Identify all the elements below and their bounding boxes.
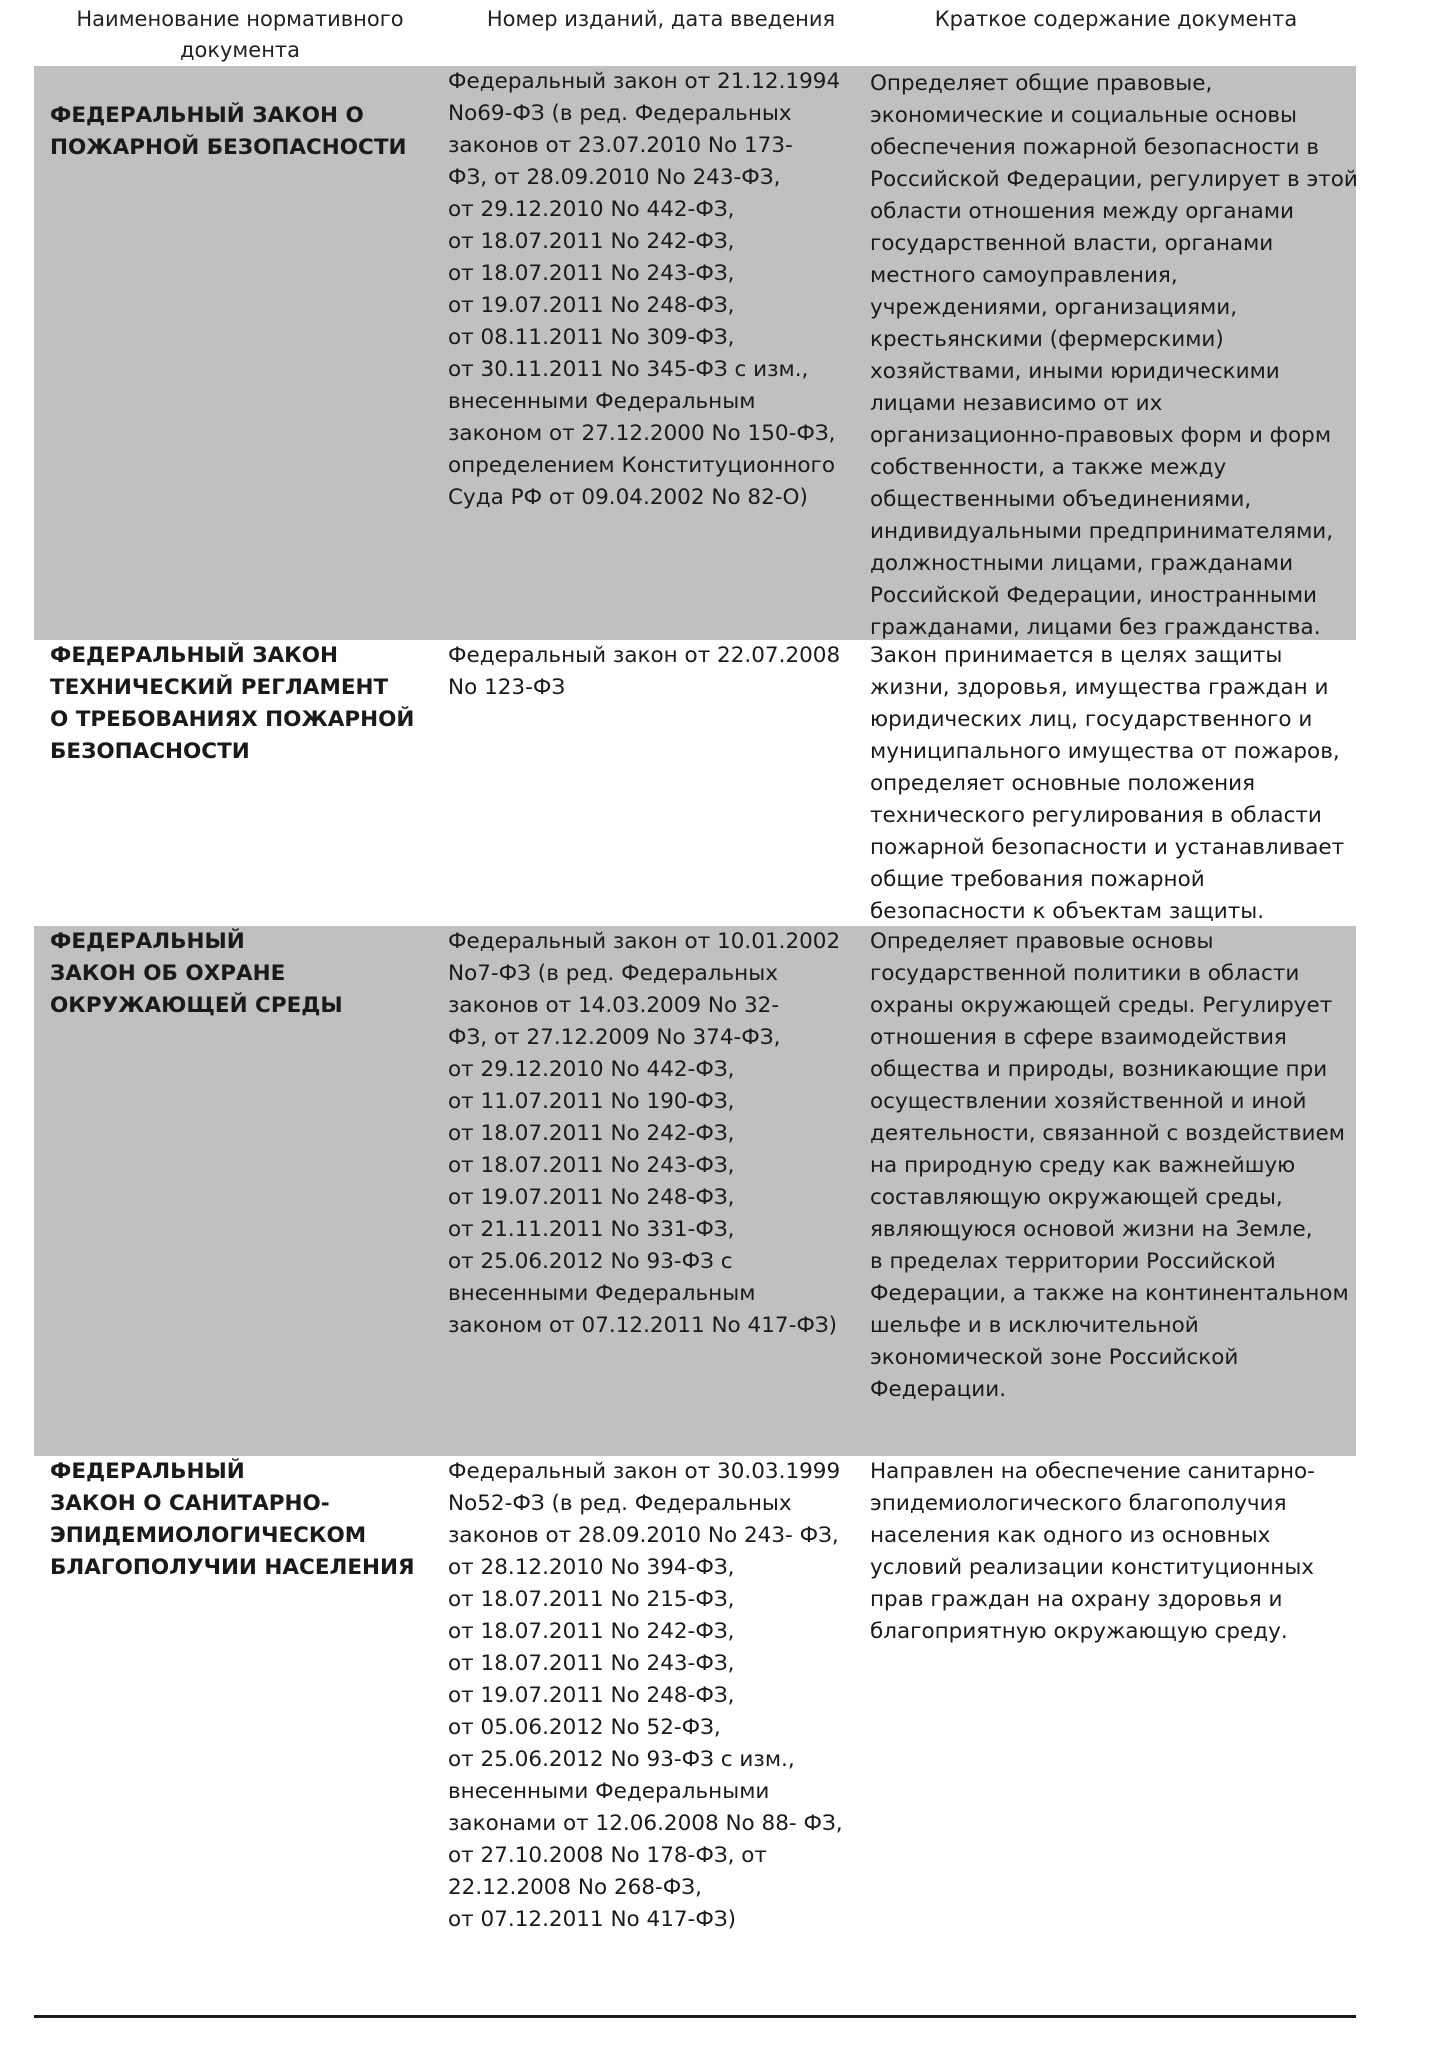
summary-line: учреждениями, организациями, [870,295,1238,320]
header-col-number [446,4,876,35]
table-row [34,1456,1356,2016]
cell-number [448,926,870,1342]
summary-line: условий реализации конституционных [870,1555,1315,1580]
summary-line: на природную среду как важнейшую [870,1153,1296,1178]
summary-line: составляющую окружающей среды, [870,1185,1283,1210]
number-line: от 18.07.2011 No 242-ФЗ, [448,229,735,254]
summary-line: в пределах территории Российской [870,1249,1276,1274]
summary-line: прав граждан на охрану здоровья и [870,1587,1283,1612]
number-line: от 29.12.2010 No 442-ФЗ, [448,1057,735,1082]
summary-line: экономической зоне Российской [870,1345,1239,1370]
number-line: No52-ФЗ (в ред. Федеральных [448,1491,792,1516]
cell-number [448,1456,870,1936]
summary-line: должностными лицами, гражданами [870,551,1294,576]
table-header [34,0,1356,66]
cell-summary [870,1456,1356,1648]
number-line: законов от 28.09.2010 No 243- ФЗ, [448,1523,839,1548]
number-line: от 18.07.2011 No 243-ФЗ, [448,261,735,286]
number-line: Суда РФ от 09.04.2002 No 82-О) [448,485,808,510]
header-col-summary [876,4,1356,35]
number-line: от 08.11.2011 No 309-ФЗ, [448,325,735,350]
summary-line: Направлен на обеспечение санитарно- [870,1459,1315,1484]
summary-line: Российской Федерации, регулирует в этой [870,167,1358,192]
summary-line: охраны окружающей среды. Регулирует [870,993,1333,1018]
name-line: ПОЖАРНОЙ БЕЗОПАСНОСТИ [50,135,407,160]
cell-summary [870,926,1356,1406]
cell-number [448,640,870,704]
number-line: от 05.06.2012 No 52-ФЗ, [448,1715,721,1740]
header-line: Наименование нормативного [76,7,404,31]
number-line: от 25.06.2012 No 93-ФЗ с [448,1249,733,1274]
number-line: законом от 07.12.2011 No 417-ФЗ) [448,1313,838,1338]
number-line: 22.12.2008 No 268-ФЗ, [448,1875,702,1900]
number-line: Федеральный закон от 22.07.2008 [448,643,841,668]
summary-line: Закон принимается в целях защиты [870,643,1283,668]
name-line: ТЕХНИЧЕСКИЙ РЕГЛАМЕНТ [50,675,389,700]
name-line: ФЕДЕРАЛЬНЫЙ ЗАКОН О [50,103,364,128]
name-line: ФЕДЕРАЛЬНЫЙ [50,929,245,954]
summary-line: общества и природы, возникающие при [870,1057,1328,1082]
summary-line: осуществлении хозяйственной и иной [870,1089,1307,1114]
name-line: БЛАГОПОЛУЧИИ НАСЕЛЕНИЯ [50,1555,415,1580]
cell-number [448,66,870,514]
table-row [34,640,1356,926]
summary-line: благоприятную окружающую среду. [870,1619,1288,1644]
cell-summary [870,68,1356,644]
name-line: ЗАКОН О САНИТАРНО- [50,1491,330,1516]
summary-line: хозяйствами, иными юридическими [870,359,1280,384]
name-line: ФЕДЕРАЛЬНЫЙ ЗАКОН [50,643,338,668]
header-line: Номер изданий, дата введения [486,7,836,31]
summary-line: лицами независимо от их [870,391,1163,416]
number-line: Федеральный закон от 21.12.1994 [448,69,841,94]
summary-line: эпидемиологического благополучия [870,1491,1287,1516]
number-line: от 27.10.2008 No 178-ФЗ, от [448,1843,767,1868]
number-line: Федеральный закон от 10.01.2002 [448,929,841,954]
cell-name [50,100,430,164]
table-row [34,66,1356,640]
header-line: Краткое содержание документа [934,7,1298,31]
number-line: от 25.06.2012 No 93-ФЗ с изм., [448,1747,795,1772]
number-line: от 18.07.2011 No 242-ФЗ, [448,1121,735,1146]
number-line: определением Конституционного [448,453,835,478]
summary-line: отношения в сфере взаимодействия [870,1025,1287,1050]
number-line: от 18.07.2011 No 243-ФЗ, [448,1153,735,1178]
name-line: ЗАКОН ОБ ОХРАНЕ [50,961,286,986]
summary-line: местного самоуправления, [870,263,1178,288]
summary-line: шельфе и в исключительной [870,1313,1199,1338]
summary-line: Федерации, а также на континентальном [870,1281,1349,1306]
summary-line: юридических лиц, государственного и [870,707,1313,732]
name-line: ФЕДЕРАЛЬНЫЙ [50,1459,245,1484]
number-line: внесенными Федеральным [448,389,756,414]
number-line: от 18.07.2011 No 242-ФЗ, [448,1619,735,1644]
header-line: документа [179,38,301,62]
summary-line: государственной политики в области [870,961,1300,986]
number-line: законов от 23.07.2010 No 173- [448,133,793,158]
summary-line: крестьянскими (фермерскими) [870,327,1224,352]
number-line: от 18.07.2011 No 215-ФЗ, [448,1587,735,1612]
summary-line: области отношения между органами [870,199,1295,224]
table-row [34,926,1356,1456]
summary-line: общественными объединениями, [870,487,1252,512]
summary-line: экономические и социальные основы [870,103,1298,128]
name-line: БЕЗОПАСНОСТИ [50,739,250,764]
number-line: от 19.07.2011 No 248-ФЗ, [448,1683,735,1708]
summary-line: технического регулирования в области [870,803,1322,828]
summary-line: населения как одного из основных [870,1523,1271,1548]
number-line: от 11.07.2011 No 190-ФЗ, [448,1089,735,1114]
number-line: внесенными Федеральными [448,1779,770,1804]
number-line: внесенными Федеральным [448,1281,756,1306]
summary-line: общие требования пожарной [870,867,1205,892]
number-line: от 30.11.2011 No 345-ФЗ с изм., [448,357,809,382]
number-line: ФЗ, от 28.09.2010 No 243-ФЗ, [448,165,781,190]
name-line: ЭПИДЕМИОЛОГИЧЕСКОМ [50,1523,367,1548]
number-line: от 29.12.2010 No 442-ФЗ, [448,197,735,222]
number-line: No7-ФЗ (в ред. Федеральных [448,961,778,986]
number-line: законами от 12.06.2008 No 88- ФЗ, [448,1811,843,1836]
summary-line: муниципального имущества от пожаров, [870,739,1340,764]
number-line: Федеральный закон от 30.03.1999 [448,1459,841,1484]
number-line: от 19.07.2011 No 248-ФЗ, [448,1185,735,1210]
cell-name [50,926,430,1022]
summary-line: гражданами, лицами без гражданства. [870,615,1321,640]
summary-line: определяет основные положения [870,771,1256,796]
cell-name [50,640,430,768]
summary-line: индивидуальными предпринимателями, [870,519,1334,544]
number-line: от 18.07.2011 No 243-ФЗ, [448,1651,735,1676]
summary-line: Российской Федерации, иностранными [870,583,1318,608]
summary-line: пожарной безопасности и устанавливает [870,835,1345,860]
number-line: ФЗ, от 27.12.2009 No 374-ФЗ, [448,1025,781,1050]
summary-line: безопасности к объектам защиты. [870,899,1265,924]
summary-line: Определяет правовые основы [870,929,1214,954]
summary-line: жизни, здоровья, имущества граждан и [870,675,1329,700]
summary-line: обеспечения пожарной безопасности в [870,135,1320,160]
number-line: от 28.12.2010 No 394-ФЗ, [448,1555,735,1580]
number-line: законов от 14.03.2009 No 32- [448,993,780,1018]
number-line: от 21.11.2011 No 331-ФЗ, [448,1217,735,1242]
summary-line: Федерации. [870,1377,1007,1402]
number-line: законом от 27.12.2000 No 150-ФЗ, [448,421,836,446]
table-bottom-rule [34,2015,1356,2018]
summary-line: государственной власти, органами [870,231,1274,256]
header-col-name [34,4,446,66]
name-line: ОКРУЖАЮЩЕЙ СРЕДЫ [50,993,343,1018]
cell-name [50,1456,430,1584]
summary-line: Определяет общие правовые, [870,71,1213,96]
cell-summary [870,640,1356,928]
name-line: О ТРЕБОВАНИЯХ ПОЖАРНОЙ [50,707,415,732]
number-line: от 07.12.2011 No 417-ФЗ) [448,1907,736,1932]
summary-line: собственности, а также между [870,455,1227,480]
number-line: No 123-ФЗ [448,675,566,700]
number-line: от 19.07.2011 No 248-ФЗ, [448,293,735,318]
summary-line: организационно-правовых форм и форм [870,423,1332,448]
number-line: No69-ФЗ (в ред. Федеральных [448,101,792,126]
summary-line: деятельности, связанной с воздействием [870,1121,1345,1146]
summary-line: являющуюся основой жизни на Земле, [870,1217,1313,1242]
